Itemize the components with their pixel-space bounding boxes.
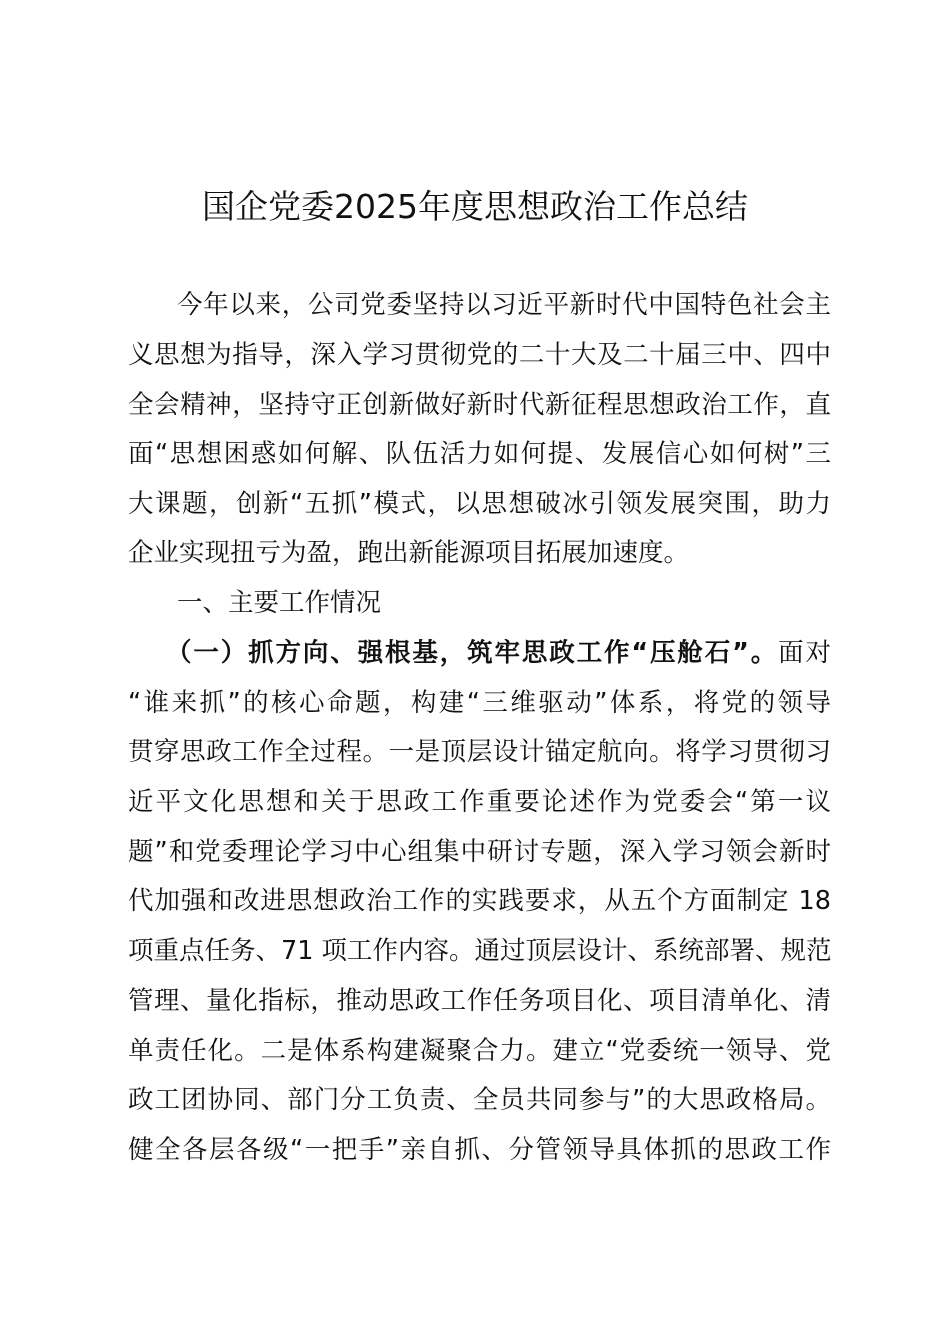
paragraph-line: 全会精神，坚持守正创新做好新时代新征程思想政治工作，直 bbox=[128, 390, 831, 420]
paragraph-line: 面“思想困惑如何解、队伍活力如何提、发展信心如何树”三 bbox=[128, 439, 831, 469]
paragraph-line: 健全各层各级“一把手”亲自抓、分管领导具体抓的思政工作 bbox=[128, 1135, 831, 1165]
section-heading: 一、主要工作情况 bbox=[177, 588, 382, 618]
paragraph-line: 项重点任务、71 项工作内容。通过顶层设计、系统部署、规范 bbox=[128, 936, 832, 966]
paragraph-line: 政工团协同、部门分工负责、全员共同参与”的大思政格局。 bbox=[128, 1085, 831, 1115]
paragraph-line: 义思想为指导，深入学习贯彻党的二十大及二十届三中、四中 bbox=[128, 340, 831, 370]
paragraph-line: 近平文化思想和关于思政工作重要论述作为党委会“第一议 bbox=[128, 787, 831, 817]
paragraph-text: 面对 bbox=[778, 638, 831, 668]
subsection-heading: （一）抓方向、强根基，筑牢思政工作“压舱石”。 bbox=[166, 638, 779, 668]
paragraph-line: 代加强和改进思想政治工作的实践要求，从五个方面制定 18 bbox=[128, 886, 831, 916]
document-title: 国企党委2025年度思想政治工作总结 bbox=[202, 187, 748, 226]
paragraph-line: 题”和党委理论学习中心组集中研讨专题，深入学习领会新时 bbox=[128, 837, 831, 867]
subsection-line bbox=[166, 633, 831, 673]
paragraph-line: 大课题，创新“五抓”模式，以思想破冰引领发展突围，助力 bbox=[128, 489, 831, 519]
paragraph-line: 单责任化。二是体系构建凝聚合力。建立“党委统一领导、党 bbox=[128, 1036, 831, 1066]
paragraph-line: “谁来抓”的核心命题，构建“三维驱动”体系，将党的领导 bbox=[128, 688, 831, 718]
paragraph-line: 贯穿思政工作全过程。一是顶层设计锚定航向。将学习贯彻习 bbox=[128, 737, 831, 767]
paragraph-line: 管理、量化指标，推动思政工作任务项目化、项目清单化、清 bbox=[128, 986, 831, 1016]
paragraph-line: 今年以来，公司党委坚持以习近平新时代中国特色社会主 bbox=[177, 290, 831, 320]
paragraph-line: 企业实现扭亏为盈，跑出新能源项目拓展加速度。 bbox=[128, 538, 690, 568]
